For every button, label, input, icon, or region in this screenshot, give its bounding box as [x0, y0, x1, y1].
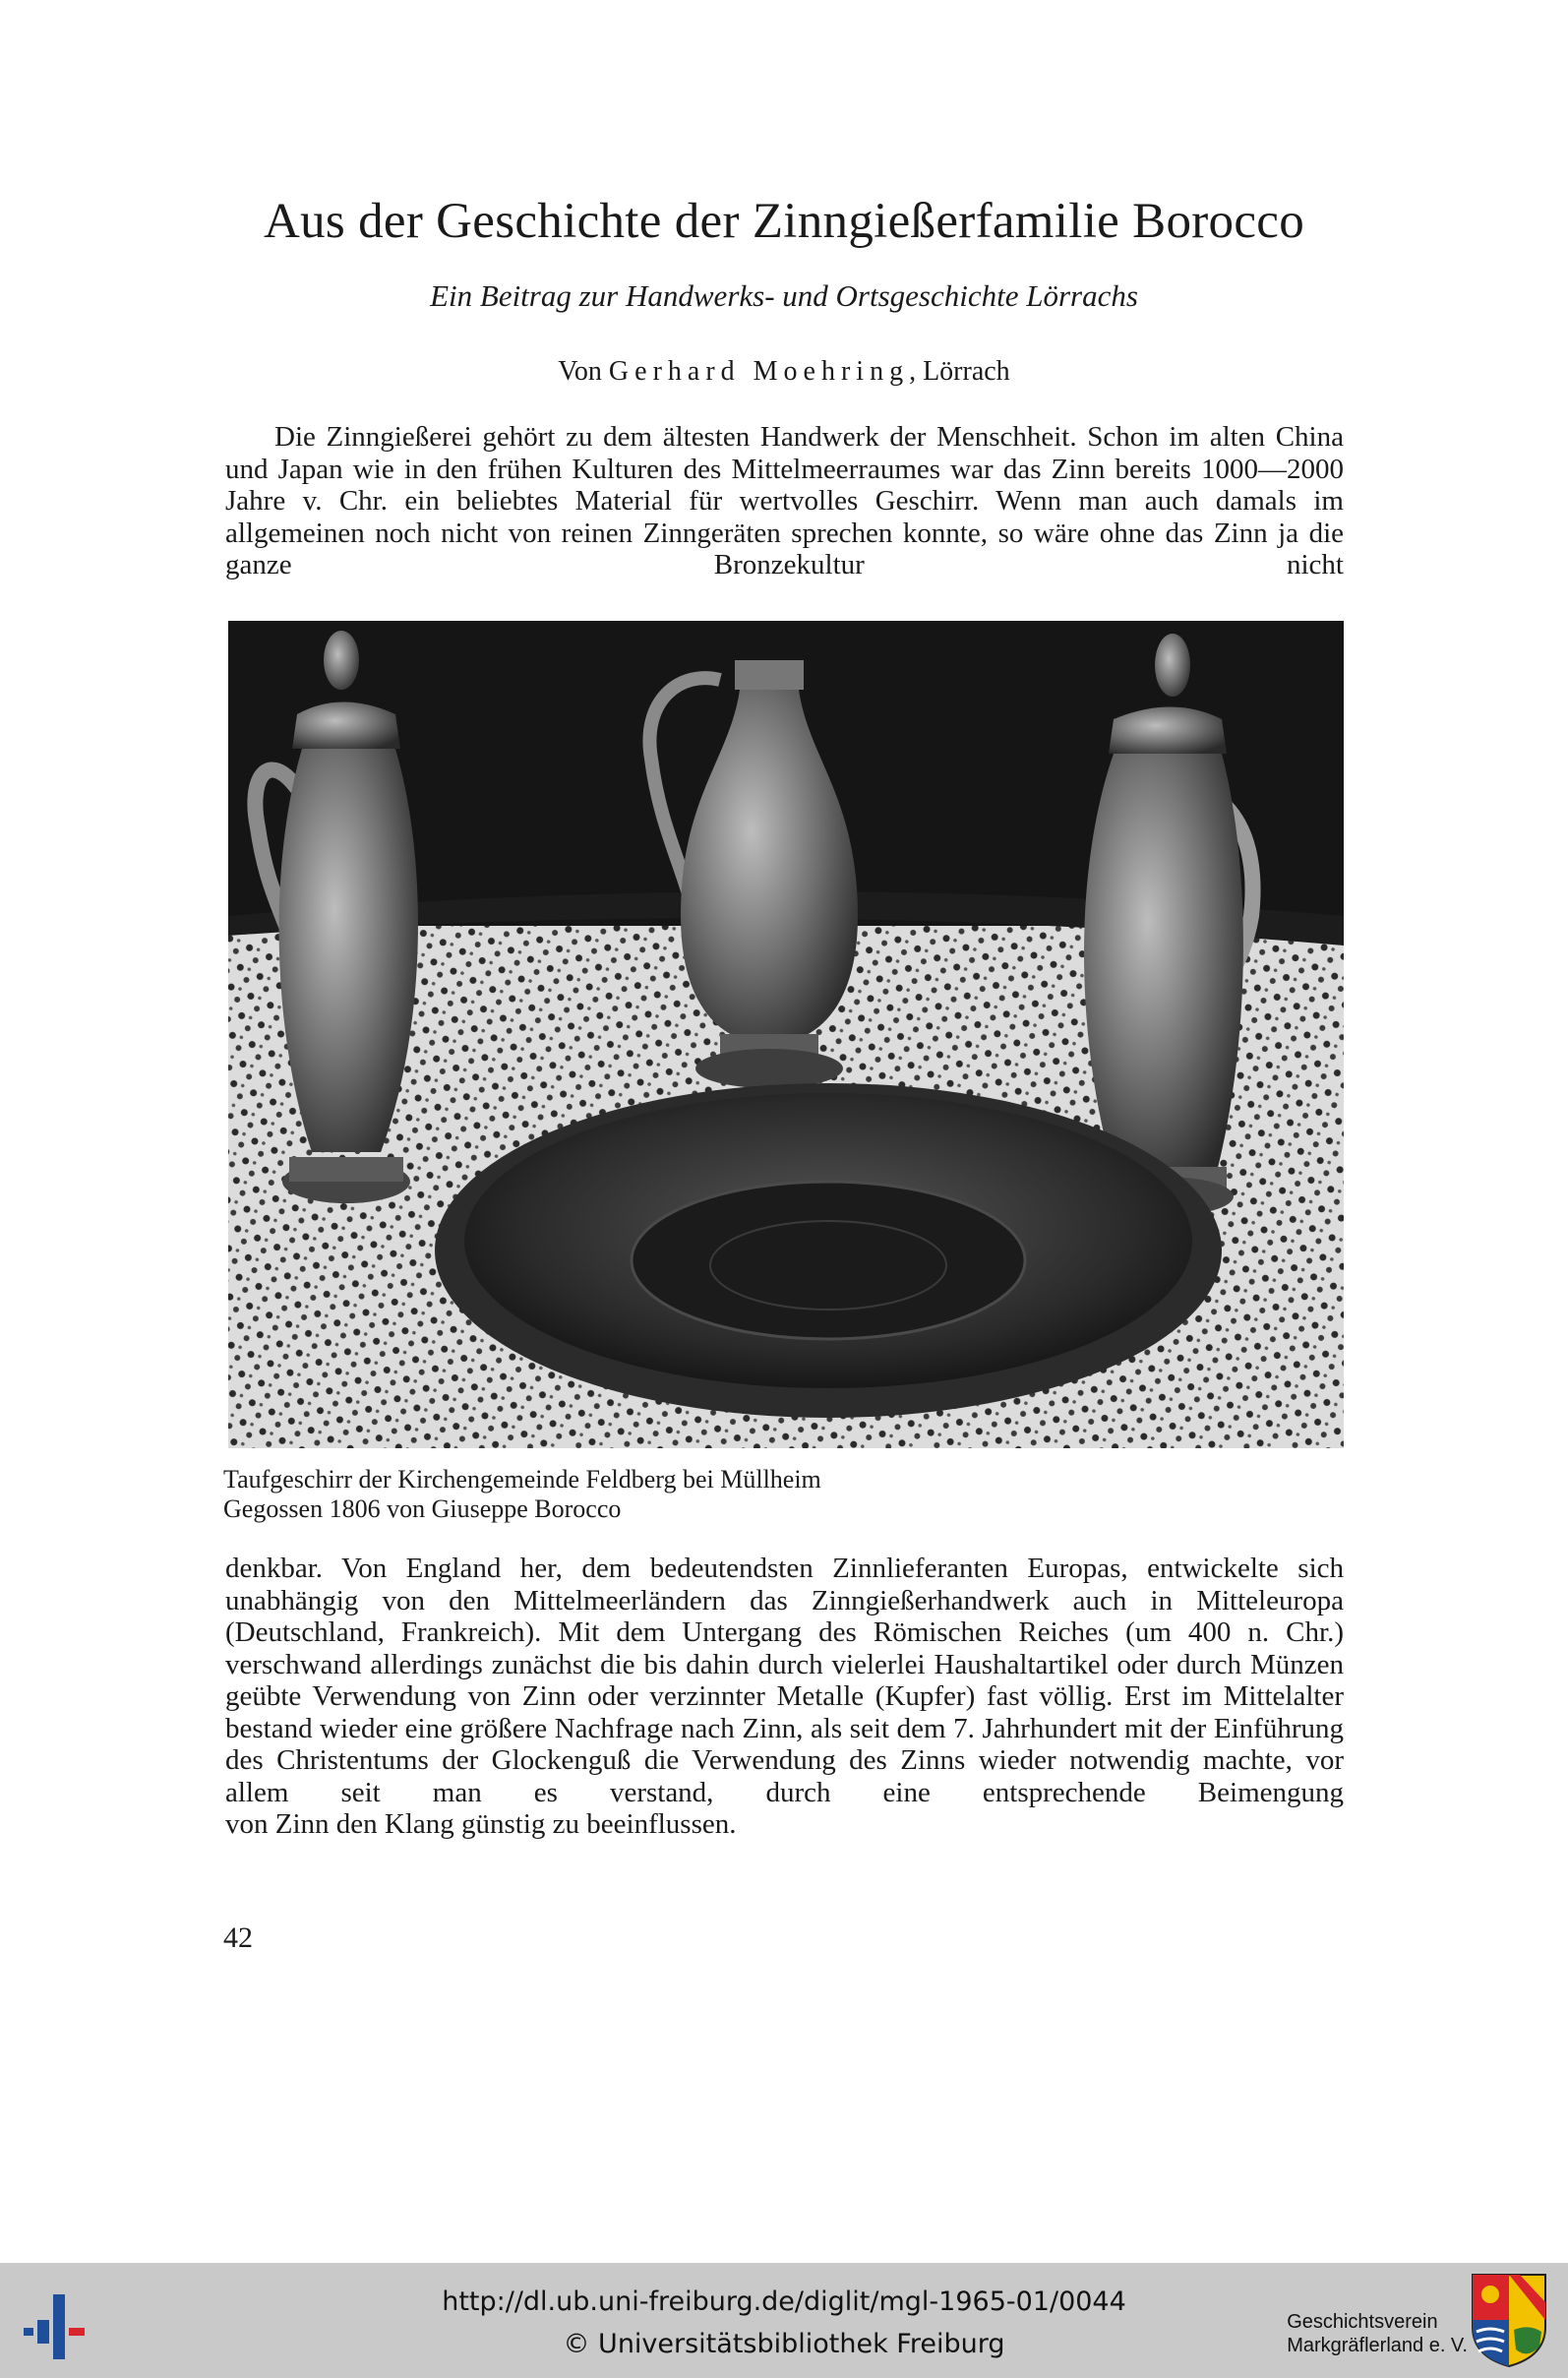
- paragraph-1: Die Zinngießerei gehört zu dem ältesten Handwerk der Menschheit. Schon im alten China und Japan wie in den frühen Kulturen des Mittelmeerraumes war das Zinn bereits 1000—2000 Jahre v. Chr. ein beliebtes Material für wertvolles Geschirr. Wenn man auch damals im allgemeinen noch nicht von reinen Zinngeräten sprechen konnte, so wäre ohne das Zinn ja die ganze Bronzekultur nicht: [225, 421, 1344, 580]
- caption-line-1: Taufgeschirr der Kirchengemeinde Feldberg bei Müllheim: [223, 1465, 821, 1494]
- copyright-notice: © Universitätsbibliothek Freiburg: [563, 2329, 1005, 2359]
- figure-caption: [223, 1465, 821, 1524]
- baptismal-basin: [435, 1083, 1222, 1418]
- footer-bar: [0, 2263, 1568, 2378]
- pewter-baptismal-set-photo: [228, 621, 1344, 1448]
- coat-of-arms-icon: [1471, 2273, 1547, 2368]
- caption-line-2: Gegossen 1806 von Giuseppe Borocco: [223, 1494, 622, 1523]
- byline-location: , Lörrach: [909, 356, 1010, 387]
- society-name: [1287, 2310, 1468, 2357]
- article-title: Aus der Geschichte der Zinngießerfamilie Borocco: [263, 194, 1305, 249]
- byline-prefix: Von: [558, 356, 602, 387]
- byline: [0, 356, 1568, 388]
- paragraph-2-last-line: von Zinn den Klang günstig zu beeinflussen.: [225, 1808, 737, 1840]
- paragraph-2-body: denkbar. Von England her, dem bedeutendsten Zinnlieferanten Europas, entwickelte sich unabhängig von den Mittelmeerländern das Zinngießerhandwerk auch in Mitteleuropa (Deutschland, Frankreich). Mit dem Untergang des Römischen Reiches (um 400 n. Chr.) verschwand allerdings zunächst die bis dahin durch vielerlei Haushaltartikel oder durch Münzen geübte Verwendung von Zinn oder verzinnter Metalle (Kupfer) fast völlig. Erst im Mittelalter bestand wieder eine größere Nachfrage nach Zinn, als seit dem 7. Jahrhundert mit der Einführung des Christentums der Glockenguß die Verwendung des Zinns wieder notwendig machte, vor allem seit man es verstand, durch eine entsprechende Beimengung: [225, 1553, 1344, 1808]
- document-url[interactable]: http://dl.ub.uni-freiburg.de/diglit/mgl-1965-01/0044: [442, 2287, 1126, 2317]
- article-subtitle: Ein Beitrag zur Handwerks- und Ortsgeschichte Lörrachs: [430, 278, 1138, 313]
- paragraph-2: [225, 1553, 1344, 1841]
- society-line-1: Geschichtsverein: [1287, 2311, 1438, 2333]
- figure-photo: [228, 621, 1344, 1448]
- page-number: 42: [223, 1921, 253, 1954]
- author-name: Gerhard Moehring: [608, 356, 910, 387]
- society-line-2: Markgräflerland e. V.: [1287, 2335, 1468, 2356]
